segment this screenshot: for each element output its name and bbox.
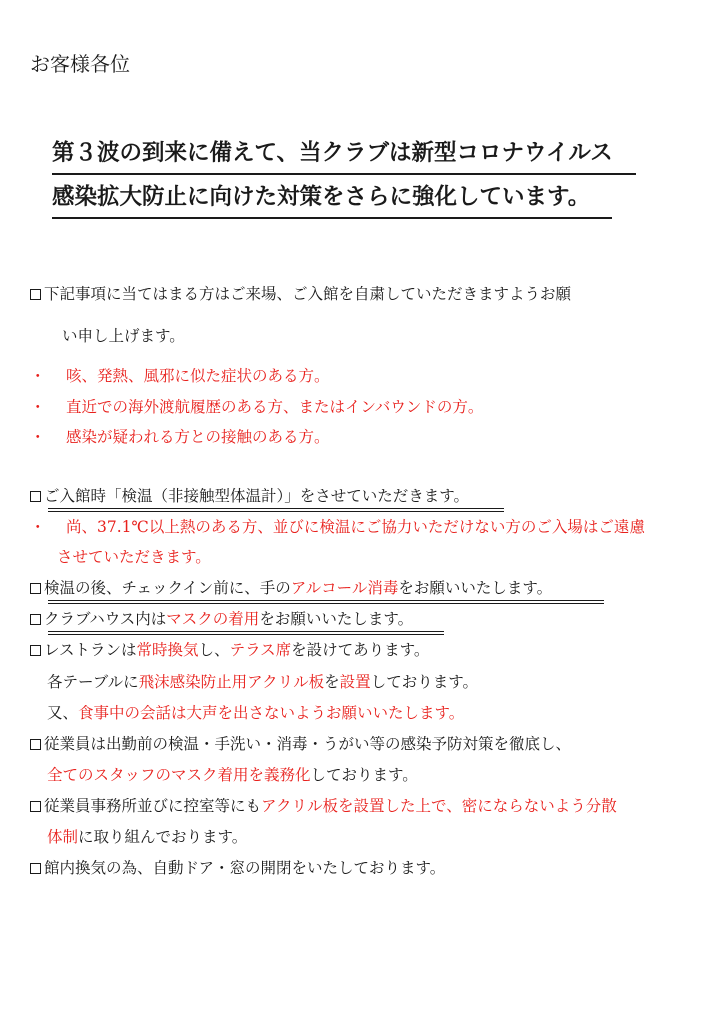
temperature-note-cont: させていただきます。	[57, 548, 211, 566]
staff-item-cont: 全てのスタッフのマスク着用を義務化しております。	[47, 766, 418, 784]
bullet-icon: ・	[30, 398, 46, 416]
alcohol-item: 検温の後、チェックイン前に、手のアルコール消毒をお願いいたします。	[30, 579, 552, 598]
bullet-icon: ・	[30, 367, 46, 385]
ventilation-item: 館内換気の為、自動ドア・窓の開閉をいたしております。	[30, 859, 445, 878]
headline-underline-1	[52, 173, 636, 175]
bullet-item: ・ 直近での海外渡航履歴のある方、またはインバウンドの方。	[30, 398, 484, 416]
bullet-icon: ・	[30, 518, 46, 536]
greeting: お客様各位	[30, 52, 130, 76]
double-underline	[48, 600, 604, 604]
headline-line-1: 第３波の到来に備えて、当クラブは新型コロナウイルス	[52, 140, 613, 166]
headline-line-2: 感染拡大防止に向けた対策をさらに強化しています。	[52, 184, 591, 210]
office-item: 従業員事務所並びに控室等にもアクリル板を設置した上で、密にならないよう分散	[30, 797, 617, 816]
checkbox-icon	[30, 289, 41, 300]
bullet-item: ・ 咳、発熱、風邪に似た症状のある方。	[30, 367, 330, 385]
restaurant-conversation: 又、食事中の会話は大声を出さないようお願いいたします。	[47, 704, 465, 722]
bullet-item: ・ 感染が疑われる方との接触のある方。	[30, 428, 330, 446]
double-underline	[48, 631, 444, 635]
section1-intro-cont: い申し上げます。	[62, 327, 185, 345]
double-underline	[48, 508, 504, 512]
office-item-cont: 体制に取り組んでおります。	[47, 828, 248, 846]
bullet-icon: ・	[30, 428, 46, 446]
mask-item: クラブハウス内はマスクの着用をお願いいたします。	[30, 610, 413, 629]
checkbox-icon	[30, 614, 41, 625]
temperature-note: ・ 尚、37.1℃以上熱のある方、並びに検温にご協力いただけない方のご入場はご遠慮	[30, 518, 645, 536]
restaurant-item: レストランは常時換気し、テラス席を設けてあります。	[30, 641, 429, 660]
checkbox-icon	[30, 645, 41, 656]
checkbox-icon	[30, 863, 41, 874]
section1-intro: 下記事項に当てはまる方はご来場、ご入館を自粛していただきますようお願	[30, 285, 571, 304]
temperature-check-item: ご入館時「検温（非接触型体温計）」をさせていただきます。	[30, 487, 469, 506]
checkbox-icon	[30, 583, 41, 594]
headline-underline-2	[52, 217, 612, 219]
checkbox-icon	[30, 801, 41, 812]
restaurant-tables: 各テーブルに飛沫感染防止用アクリル板を設置しております。	[47, 673, 478, 691]
checkbox-icon	[30, 739, 41, 750]
staff-item: 従業員は出勤前の検温・手洗い・消毒・うがい等の感染予防対策を徹底し、	[30, 735, 571, 754]
checkbox-icon	[30, 491, 41, 502]
